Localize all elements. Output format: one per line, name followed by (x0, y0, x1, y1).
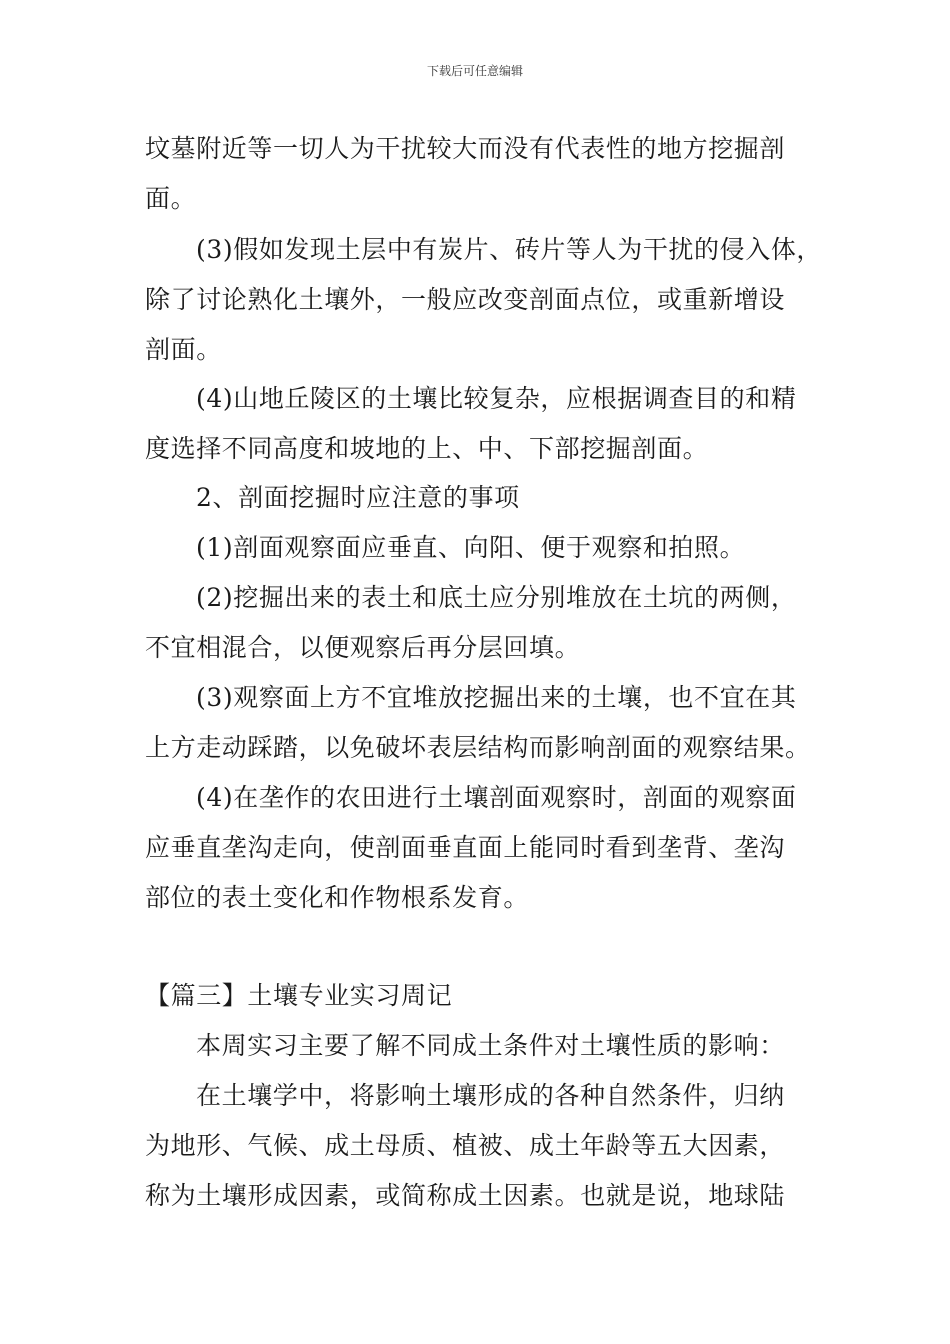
body-line: 在土壤学中，将影响土壤形成的各种自然条件，归纳 (196, 1081, 785, 1110)
body-line: 上方走动踩踏，以免破坏表层结构而影响剖面的观察结果。 (145, 733, 811, 762)
body-line: (3)假如发现土层中有炭片、砖片等人为干扰的侵入体， (196, 235, 823, 264)
body-line: 除了讨论熟化土壤外，一般应改变剖面点位，或重新增设 (145, 285, 786, 314)
body-line: (4)山地丘陵区的土壤比较复杂，应根据调查目的和精 (196, 384, 797, 413)
body-line: (4)在垄作的农田进行土壤剖面观察时，剖面的观察面 (196, 783, 797, 812)
body-line: 本周实习主要了解不同成土条件对土壤性质的影响： (196, 1031, 785, 1060)
article-title: 【篇三】土壤专业实习周记 (145, 981, 453, 1010)
body-line: 坟墓附近等一切人为干扰较大而没有代表性的地方挖掘剖 (145, 134, 786, 163)
body-line: (2)挖掘出来的表土和底土应分别堆放在土坑的两侧， (196, 583, 797, 612)
body-line: (3)观察面上方不宜堆放挖掘出来的土壤，也不宜在其 (196, 683, 797, 712)
body-line: 应垂直垄沟走向，使剖面垂直面上能同时看到垄背、垄沟 (145, 833, 786, 862)
body-line: 称为土壤形成因素，或简称成土因素。也就是说，地球陆 (145, 1181, 786, 1210)
section-heading: 2、剖面挖掘时应注意的事项 (196, 483, 520, 512)
body-line: (1)剖面观察面应垂直、向阳、便于观察和拍照。 (196, 533, 746, 562)
body-line: 为地形、气候、成土母质、植被、成土年龄等五大因素， (145, 1131, 786, 1160)
body-line: 不宜相混合，以便观察后再分层回填。 (145, 633, 581, 662)
page-header: 下载后可任意编辑 (426, 64, 523, 78)
body-line: 度选择不同高度和坡地的上、中、下部挖掘剖面。 (145, 434, 709, 463)
body-line: 剖面。 (145, 335, 222, 364)
body-line: 面。 (145, 184, 197, 213)
body-line: 部位的表土变化和作物根系发育。 (145, 883, 530, 912)
